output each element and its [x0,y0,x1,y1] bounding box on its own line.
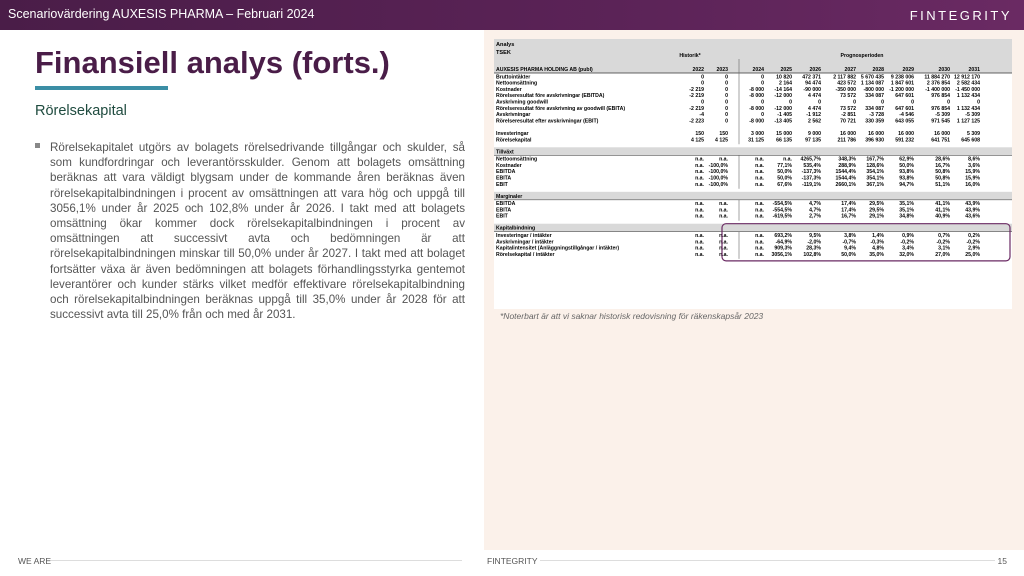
analysis-table-svg [494,39,1012,309]
table-cell: 0,7% [938,233,950,239]
section-header: Kapitalbindning [496,225,536,232]
table-unit: TSEK [496,50,511,56]
table-cell: -2 851 [841,112,856,119]
year-header: 2025 [780,67,792,73]
table-cell: -14 164 [774,86,792,93]
table-cell: 29,1% [869,213,884,220]
page-number: 15 [997,556,1007,566]
table-cell: 3056,1% [771,251,792,258]
table-cell: -1 450 000 [955,86,980,93]
table-cell: 0,2% [968,233,980,239]
table-cell: 211 786 [837,137,856,144]
table-cell: 0 [911,99,914,106]
table-cell: 693,2% [774,233,792,239]
table-cell: 31 125 [748,137,764,144]
table-cell: -12 000 [774,93,792,100]
year-header: 2026 [809,67,821,73]
table-cell: 94,7% [899,181,914,188]
table-cell: 2 562 [808,118,821,125]
table-cell: 4 125 [715,137,728,144]
table-cell: -64,9% [775,239,792,246]
table-cell: 3,1% [938,245,950,252]
table-cell: n.a. [695,175,704,182]
table-cell: 367,1% [866,181,884,188]
table-cell: 93,8% [899,175,914,182]
table-cell: 11 884 270 [924,74,950,81]
table-cell: 27,0% [935,251,950,258]
row-label: Rörelseresultat efter avskrivningar (EBIT) [496,118,599,125]
row-label: Rörelseresultat före avskrivningar (EBITDA) [496,93,605,100]
table-cell: n.a. [755,239,764,246]
table-cell: 976 854 [931,93,950,100]
table-cell: 645 608 [961,137,980,144]
table-cell: 2 117 882 [833,74,856,81]
table-cell: 15 000 [776,131,792,137]
table-cell: -8 000 [749,93,764,100]
table-cell: 93,8% [899,169,914,176]
table-cell: 16 000 [868,131,884,137]
table-cell: n.a. [755,156,764,163]
row-label: Investeringar / intäkter [496,233,552,239]
table-cell: 73 572 [840,105,856,112]
table-cell: n.a. [695,201,704,208]
table-cell: -1 405 [777,112,792,119]
header-title: Scenariovärdering AUXESIS PHARMA – Februari 2024 [8,7,315,21]
table-cell: 0 [701,99,704,106]
table-cell: -90 000 [803,86,821,93]
year-header: 2029 [902,67,914,73]
section-header: Tillväxt [496,149,514,156]
row-label: Kostnader [496,86,522,93]
table-cell: 591 232 [895,137,914,144]
table-cell: 909,3% [774,245,792,252]
table-cell: n.a. [755,213,764,220]
table-cell: 647 601 [895,105,914,112]
table-cell: n.a. [755,207,764,214]
footer-divider-left [46,560,462,561]
year-header: 2024 [752,67,764,73]
row-label: Bruttointäkter [496,74,531,81]
table-cell: 0 [725,86,728,93]
table-cell: -5 309 [935,112,950,119]
table-cell: -0,2% [966,239,980,246]
table-cell: 2,7% [809,213,821,220]
table-cell: n.a. [755,162,764,169]
table-cell: 0 [853,99,856,106]
table-cell: 2660,1% [835,181,856,188]
table-cell: 40,9% [935,213,950,220]
table-cell: 4,7% [809,207,821,214]
table-cell: 16 000 [898,131,914,137]
year-header: 2031 [968,67,980,73]
table-cell: n.a. [755,169,764,176]
table-cell: 15,9% [965,175,980,182]
table-cell: 0 [761,74,764,81]
bullet-icon [35,143,40,148]
table-cell: 3,4% [902,245,914,252]
row-label: Rörelsekapital / intäkter [496,251,555,258]
table-cell: 2 164 [779,80,792,87]
table-cell: 9 000 [808,131,821,137]
table-cell: 43,9% [965,201,980,208]
table-cell: -2 223 [689,118,704,125]
table-cell: 102,8% [803,251,821,258]
table-cell: 0 [881,99,884,106]
table-cell: n.a. [719,245,728,252]
section-header-bg [494,224,1012,232]
table-cell: n.a. [755,201,764,208]
table-cell: n.a. [695,213,704,220]
table-cell: 35,1% [899,201,914,208]
year-header: 2028 [872,67,884,73]
table-cell: 15,9% [965,169,980,176]
row-label: Nettoomsättning [496,156,538,163]
table-cell: 0 [761,99,764,106]
table-cell: 16,0% [965,181,980,188]
table-cell: 334 087 [865,93,884,100]
row-label: Investeringar [496,131,529,137]
table-cell: 9,4% [844,245,856,252]
table-cell: 976 854 [931,105,950,112]
table-cell: 0 [761,80,764,87]
table-cell: 535,4% [803,162,821,169]
table-cell: 1 127 125 [956,118,980,125]
table-cell: n.a. [719,156,728,163]
table-cell: -800 000 [863,86,884,93]
table-cell: 67,6% [777,181,792,188]
table-cell: 647 601 [895,93,914,100]
row-label: EBITDA [496,201,516,208]
section-header-bg [494,147,1012,155]
year-header: 2030 [938,67,950,73]
row-label: Kapitalintensitet (Anläggningstillgångar / intäkter) [496,245,620,252]
table-cell: 0 [789,99,792,106]
table-cell: n.a. [695,245,704,252]
historik-label: Historik* [679,53,701,59]
table-cell: 4 125 [691,137,704,144]
table-cell: 1 134 087 [860,80,884,87]
table-cell: 472 371 [802,74,821,81]
table-cell: 73 572 [840,93,856,100]
row-label: Kostnader [496,162,522,169]
table-cell: n.a. [719,251,728,258]
table-cell: n.a. [755,233,764,239]
table-cell: 0 [701,74,704,81]
table-cell: 9 238 006 [890,74,914,81]
prognos-label: Prognosperioden [840,53,884,59]
table-cell: 396 930 [865,137,884,144]
table-cell: -1 912 [806,112,821,119]
table-cell: n.a. [719,207,728,214]
table-cell: 16 000 [934,131,950,137]
table-cell: 5 670 435 [860,74,884,81]
table-cell: -100,0% [708,181,728,188]
table-cell: -0,7% [842,239,856,246]
table-cell: 1 132 434 [956,105,980,112]
table-cell: n.a. [695,207,704,214]
table-cell: 16 000 [840,131,856,137]
table-cell: 77,1% [777,162,792,169]
table-cell: n.a. [695,251,704,258]
table-cell: 4,7% [809,201,821,208]
table-cell: n.a. [755,245,764,252]
table-cell: 32,0% [899,251,914,258]
table-cell: -4 [699,112,704,119]
table-cell: 348,3% [838,156,856,163]
section-header: Marginaler [496,193,523,200]
row-label: EBITDA [496,169,516,176]
table-cell: 334 087 [865,105,884,112]
table-cell: 1 132 434 [956,93,980,100]
row-label: Avskrivningar / intäkter [496,239,554,246]
year-header: 2027 [844,67,856,73]
table-cell: n.a. [719,213,728,220]
table-cell: 17,4% [841,207,856,214]
table-cell: 50,0% [841,251,856,258]
table-cell: 5 309 [967,131,980,137]
slide-title: Finansiell analys (forts.) [35,45,390,80]
table-cell: 16,7% [935,162,950,169]
table-cell: 0 [725,80,728,87]
row-label: Nettoomsättning [496,80,538,87]
table-cell: n.a. [755,175,764,182]
table-cell: -2 219 [689,93,704,100]
table-cell: 51,1% [935,181,950,188]
table-footnote: *Noterbart är att vi saknar historisk redovisning för räkenskapsår 2023 [500,311,764,321]
table-cell: 43,6% [965,213,980,220]
table-cell: 28,3% [806,245,821,252]
header-bar [0,0,1024,30]
table-cell: 150 [719,131,728,137]
table-cell: n.a. [695,162,704,169]
table-cell: 167,7% [866,156,884,163]
table-cell: n.a. [755,251,764,258]
table-cell: n.a. [719,239,728,246]
table-cell: n.a. [719,233,728,239]
table-cell: n.a. [695,156,704,163]
table-cell: 50,8% [935,175,950,182]
table-cell: -1 200 000 [889,86,914,93]
title-underline [35,86,168,90]
table-cell: 3,6% [968,162,980,169]
table-cell: 94 474 [805,80,821,87]
table-cell: 70 721 [840,118,856,125]
row-label: EBIT [496,213,508,220]
table-cell: n.a. [695,233,704,239]
table-cell: 35,0% [869,251,884,258]
fintegrity-logo: FINTEGRITY [909,8,1012,23]
table-cell: -100,0% [708,175,728,182]
table-cell: 97 135 [805,137,821,144]
table-cell: n.a. [695,169,704,176]
table-cell: 423 572 [837,80,856,87]
table-cell: -100,0% [708,162,728,169]
table-cell: 0 [725,99,728,106]
table-cell: -2 219 [689,86,704,93]
table-cell: 29,5% [869,207,884,214]
table-cell: 0 [725,93,728,100]
table-cell: -1 400 000 [925,86,950,93]
table-cell: 50,0% [899,162,914,169]
analysis-table [494,39,1012,309]
table-cell: 43,9% [965,207,980,214]
table-cell: 4265,7% [800,156,821,163]
table-cell: 4 474 [808,105,821,112]
table-cell: 1,4% [872,233,884,239]
table-cell: 62,9% [899,156,914,163]
row-label: Rörelsekapital [496,137,532,144]
year-header: 2023 [716,67,728,73]
row-label: Avskrivning goodwill [496,99,548,106]
table-cell: 150 [695,131,704,137]
table-cell: 1 847 601 [890,80,914,87]
table-cell: 2 582 434 [956,80,980,87]
table-cell: 641 751 [931,137,950,144]
row-label: Rörelseresultat före avskrivning av goodwill (EBITA) [496,105,626,112]
table-cell: -137,3% [801,169,821,176]
table-cell: 0 [725,118,728,125]
table-cell: -5 309 [965,112,980,119]
table-cell: 4,8% [872,245,884,252]
slide-subtitle: Rörelsekapital [35,103,127,119]
company-label: AUXESIS PHARMA HOLDING AB (publ) [496,67,593,73]
table-cell: 9,5% [809,233,821,239]
table-cell: -119,1% [801,181,821,188]
table-cell: 10 820 [776,74,792,81]
table-cell: 41,1% [935,201,950,208]
table-cell: -8 000 [749,86,764,93]
year-header: 2022 [692,67,704,73]
body-text: Rörelsekapitalet utgörs av bolagets rörelsedrivande tillgångar och skulder, så som kundfordringar och leverantörsskulder. Genom att bolagets omsättning beräknas att vara väldigt blygsam under de kommande åren beräknas även rörelsekapitalbindningen i procent av omsättningen att vara hög och uppgå till 3056,1% under år 2025 och 102,8% under år 2026. I takt med att bolagets omsättning ökar kommer dock rörelsekapitalbindningen i procent av omsättningen att successivt avta och bedömningen är att rörelsekapitalbindningen minskar till 50,0% under år 2027. I takt med att bolaget fortsätter växa är även bedömningen att bolagets förhandlingsstyrka gentemot leverantörer och kunder stärks vilket medför effektivare rörelsekapitalbindning och rörelsekapitalbindningen beräknas uppgå till 35,0% under år 2028 för att successivt avta till 25,0% från och med år 2031. [50,141,465,322]
table-cell: -3 728 [869,112,884,119]
table-cell: 50,0% [777,169,792,176]
table-cell: 2,9% [968,245,980,252]
table-cell: n.a. [719,201,728,208]
row-label: Avskrivningar [496,112,531,119]
table-cell: -554,5% [772,201,792,208]
row-label: EBITA [496,175,512,182]
table-cell: 34,8% [899,213,914,220]
table-cell: 66 135 [776,137,792,144]
footer-middle: FINTEGRITY [487,556,538,566]
table-cell: 3 000 [751,131,764,137]
table-cell: 354,1% [866,175,884,182]
table-cell: -0,2% [900,239,914,246]
table-cell: 1544,4% [835,169,856,176]
table-cell: 35,1% [899,207,914,214]
table-cell: 0 [818,99,821,106]
table-cell: 128,6% [866,162,884,169]
table-cell: 0 [761,112,764,119]
table-cell: 41,1% [935,207,950,214]
table-cell: -8 000 [749,105,764,112]
table-cell: 25,0% [965,251,980,258]
table-cell: 643 055 [895,118,914,125]
table-cell: 0 [725,112,728,119]
table-cell: 0 [947,99,950,106]
table-cell: 50,8% [935,169,950,176]
row-label: EBIT [496,181,508,188]
body-section [35,140,465,322]
table-cell: -619,5% [772,213,792,220]
table-cell: 12 912 170 [954,74,980,81]
table-cell: 16,7% [841,213,856,220]
table-cell: n.a. [695,181,704,188]
table-cell: 354,1% [866,169,884,176]
section-header-bg [494,192,1012,200]
table-cell: 0 [725,74,728,81]
table-cell: 0 [977,99,980,106]
table-cell: n.a. [755,181,764,188]
footer-left: WE ARE [18,556,52,566]
table-cell: n.a. [695,239,704,246]
table-cell: 28,6% [935,156,950,163]
table-cell: -554,5% [772,207,792,214]
table-cell: n.a. [783,156,792,163]
row-label: EBITA [496,207,512,214]
table-cell: -137,3% [801,175,821,182]
table-cell: 3,8% [844,233,856,239]
table-cell: -4 546 [899,112,914,119]
table-cell: 8,6% [968,156,980,163]
table-cell: -2,0% [807,239,821,246]
table-cell: 4 474 [808,93,821,100]
table-cell: -8 000 [749,118,764,125]
table-cell: -100,0% [708,169,728,176]
table-cell: 50,0% [777,175,792,182]
table-cell: -350 000 [835,86,856,93]
table-cell: 971 545 [931,118,950,125]
table-cell: -13 405 [774,118,792,125]
table-cell: -0,3% [870,239,884,246]
table-cell: -0,2% [936,239,950,246]
table-cell: 330 359 [865,118,884,125]
table-cell: 2 376 854 [926,80,950,87]
table-cell: 29,5% [869,201,884,208]
table-cell: 288,9% [838,162,856,169]
table-cell: -2 219 [689,105,704,112]
table-cell: 0 [701,80,704,87]
footer-divider-right [540,560,995,561]
table-cell: -12 000 [774,105,792,112]
table-cell: 17,4% [841,201,856,208]
table-cell: 0,9% [902,233,914,239]
table-cell: 0 [725,105,728,112]
table-cell: 1544,4% [835,175,856,182]
table-title: Analys [496,42,515,48]
